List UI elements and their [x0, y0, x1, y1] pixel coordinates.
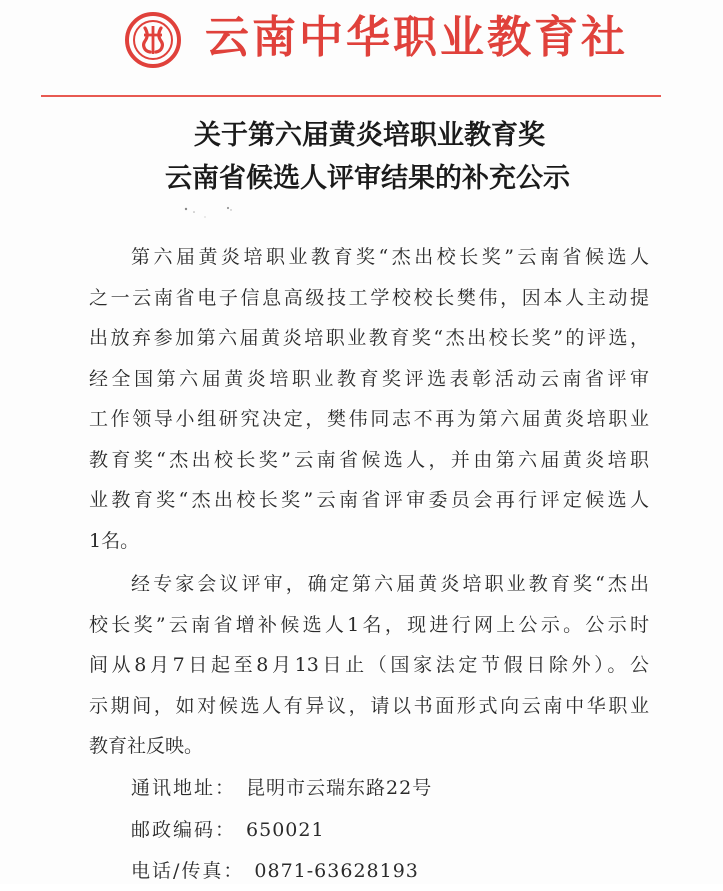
contact-address — [131, 768, 432, 808]
contact-postcode-value: 650021 — [246, 819, 325, 841]
contact-phone-label: 电话/传真： — [131, 860, 245, 882]
paragraph-2-line: 校长奖”云南省增补候选人1名，现进行网上公示。公示时 — [89, 613, 649, 636]
paragraph-2-line: 示期间，如对候选人有异议，请以书面形式向云南中华职业 — [89, 694, 649, 717]
notice-title-line-1: 关于第六届黄炎培职业教育奖 — [194, 120, 545, 151]
paragraph-1-line: 教育奖“杰出校长奖”云南省候选人，并由第六届黄炎培职 — [89, 448, 649, 471]
header-divider — [41, 95, 661, 97]
paragraph-1-line: 业教育奖“杰出校长奖”云南省评审委员会再行评定候选人 — [89, 489, 649, 511]
paragraph-2-line: 经专家会议评审，确定第六届黄炎培职业教育奖“杰出 — [131, 573, 649, 595]
contact-address-value: 昆明市云瑞东路22号 — [246, 777, 433, 799]
notice-title-line-2: 云南省候选人评审结果的补充公示 — [165, 163, 570, 194]
paragraph-1-line: 第六届黄炎培职业教育奖“杰出校长奖”云南省候选人 — [131, 246, 649, 268]
paragraph-1-line: 工作领导小组研究决定，樊伟同志不再为第六届黄炎培职业 — [89, 408, 649, 430]
letterhead — [0, 0, 723, 80]
scan-specks — [180, 200, 250, 220]
contact-postcode-label: 邮政编码： — [131, 819, 237, 841]
contact-address-label: 通讯地址： — [131, 777, 237, 799]
contact-postcode — [131, 810, 325, 850]
organization-name: 云南中华职业教育社 — [205, 12, 628, 63]
contact-phone-value: 0871-63628193 — [254, 860, 419, 882]
paragraph-1-line: 经全国第六届黄炎培职业教育奖评选表彰活动云南省评审 — [89, 367, 649, 390]
paragraph-1 — [89, 237, 649, 561]
paragraph-1-line: 出放弃参加第六届黄炎培职业教育奖“杰出校长奖”的评选， — [89, 327, 649, 349]
paragraph-2-line: 间从8月7日起至8月13日止（国家法定节假日除外）。公 — [89, 654, 649, 676]
organization-logo-icon — [124, 11, 182, 69]
paragraph-2-line: 教育社反映。 — [89, 735, 204, 757]
paragraph-1-line: 1名。 — [89, 529, 140, 552]
paragraph-2 — [89, 564, 649, 767]
paragraph-1-line: 之一云南省电子信息高级技工学校校长樊伟，因本人主动提 — [89, 286, 649, 309]
contact-phone — [131, 851, 419, 891]
